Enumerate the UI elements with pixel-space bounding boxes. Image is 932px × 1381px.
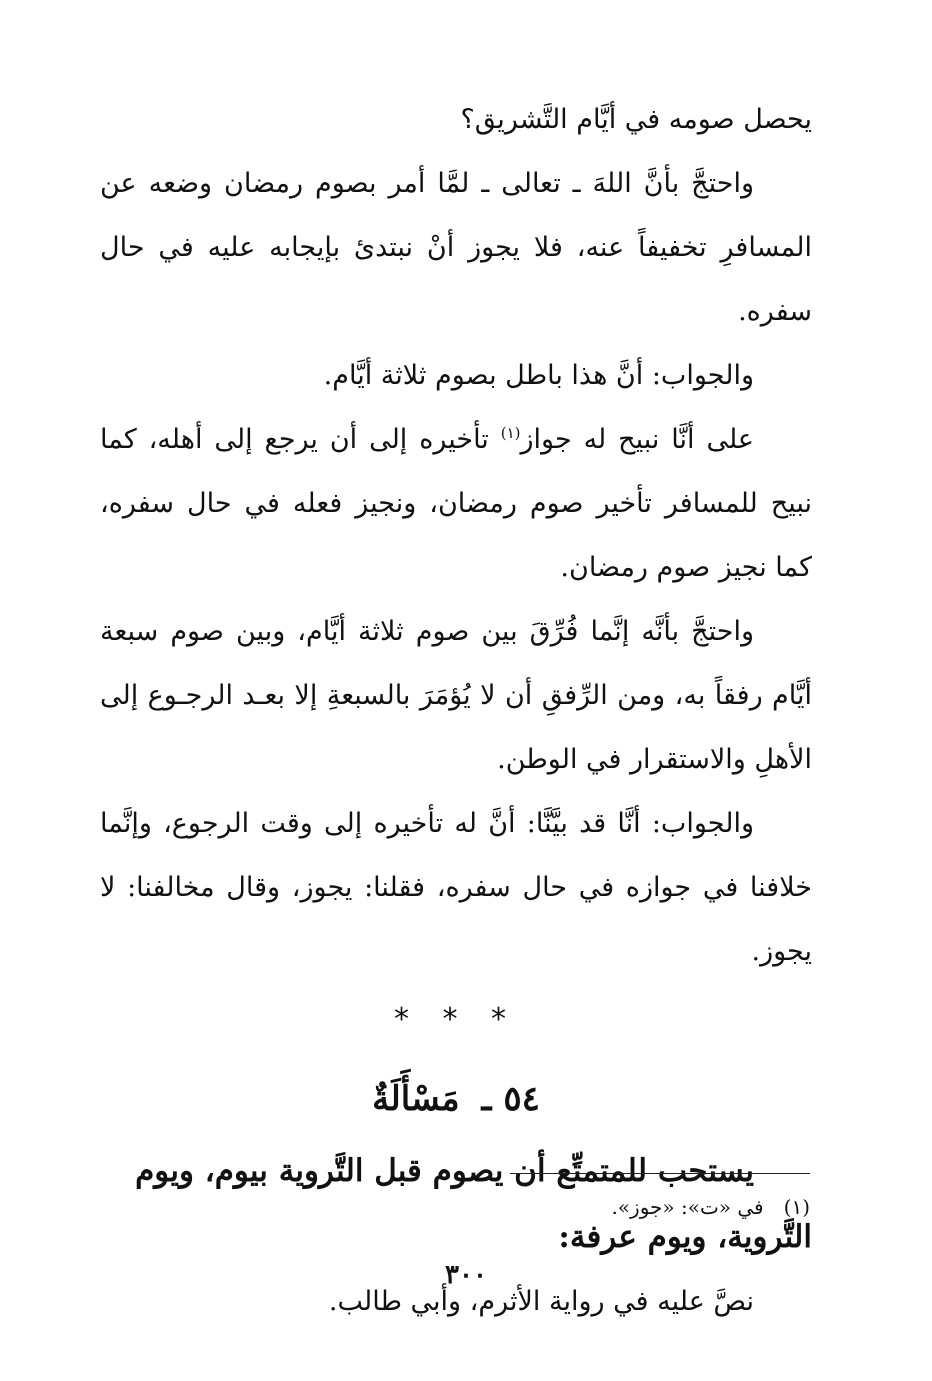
paragraph-permission-part-1: على أنَّا نبيح له جواز bbox=[520, 424, 754, 455]
paragraph-answer-1: والجواب: أنَّ هذا باطل بصوم ثلاثة أيَّام. bbox=[323, 360, 754, 391]
paragraph-argument-2: واحتجَّ بأنَّه إنَّما فُرِّقَ بين صوم ثلاثة أيَّام، وبين صوم سبعة أيَّام رفقاً به، ومن الرِّفقِ أن لا يُؤمَرَ بالسبعةِ إلا بعـد الرجـوع إلى الأهلِ والاستقرار في الوطن. bbox=[100, 616, 812, 775]
page-body bbox=[100, 88, 812, 1334]
footnote-number: (١) bbox=[783, 1195, 810, 1219]
paragraph-answer-2: والجواب: أنَّا قد بيَّنَّا: أنَّ له تأخيره إلى وقت الرجوع، وإنَّما خلافنا في جوازه في حال سفره، فقلنا: يجوز، وقال مخالفنا: لا يجوز. bbox=[100, 808, 812, 967]
section-divider-asterisks: * * * bbox=[393, 1002, 519, 1037]
paragraph-permission-part-2: تأخيره إلى أن يرجع إلى أهله، كما نبيح للمسافر تأخير صوم رمضان، ونجيز فعله في حال سفره، كما نجيز صوم رمضان. bbox=[100, 424, 812, 583]
paragraph-argument-1: واحتجَّ بأنَّ اللهَ ـ تعالى ـ لمَّا أمر بصوم رمضان وضعه عن المسافرِ تخفيفاً عنه، فلا يجوز أنْ نبتدئ بإيجابه عليه في حال سفره. bbox=[100, 168, 812, 327]
page-number: ٣٠٠ bbox=[445, 1260, 487, 1290]
paragraph-continuation: يحصل صومه في أيَّام التَّشريق؟ bbox=[460, 104, 812, 135]
section-heading bbox=[100, 1074, 812, 1124]
paragraph-permission bbox=[100, 408, 812, 600]
footnote-separator bbox=[510, 1173, 810, 1174]
ruling-statement: يستحب للمتمتِّع أن يصوم قبل التَّروية بيوم، ويوم التَّروية، ويوم عرفة: bbox=[135, 1153, 812, 1255]
section-number: ٥٤ ـ bbox=[481, 1079, 540, 1119]
footnote-marker: (١) bbox=[500, 424, 521, 442]
footnote bbox=[611, 1192, 810, 1222]
section-title: مَسْأَلَةٌ bbox=[372, 1079, 460, 1119]
footnote-text: في «ت»: «جوز». bbox=[611, 1195, 764, 1219]
narration-text: نصَّ عليه في رواية الأثرم، وأبي طالب. bbox=[328, 1286, 754, 1317]
